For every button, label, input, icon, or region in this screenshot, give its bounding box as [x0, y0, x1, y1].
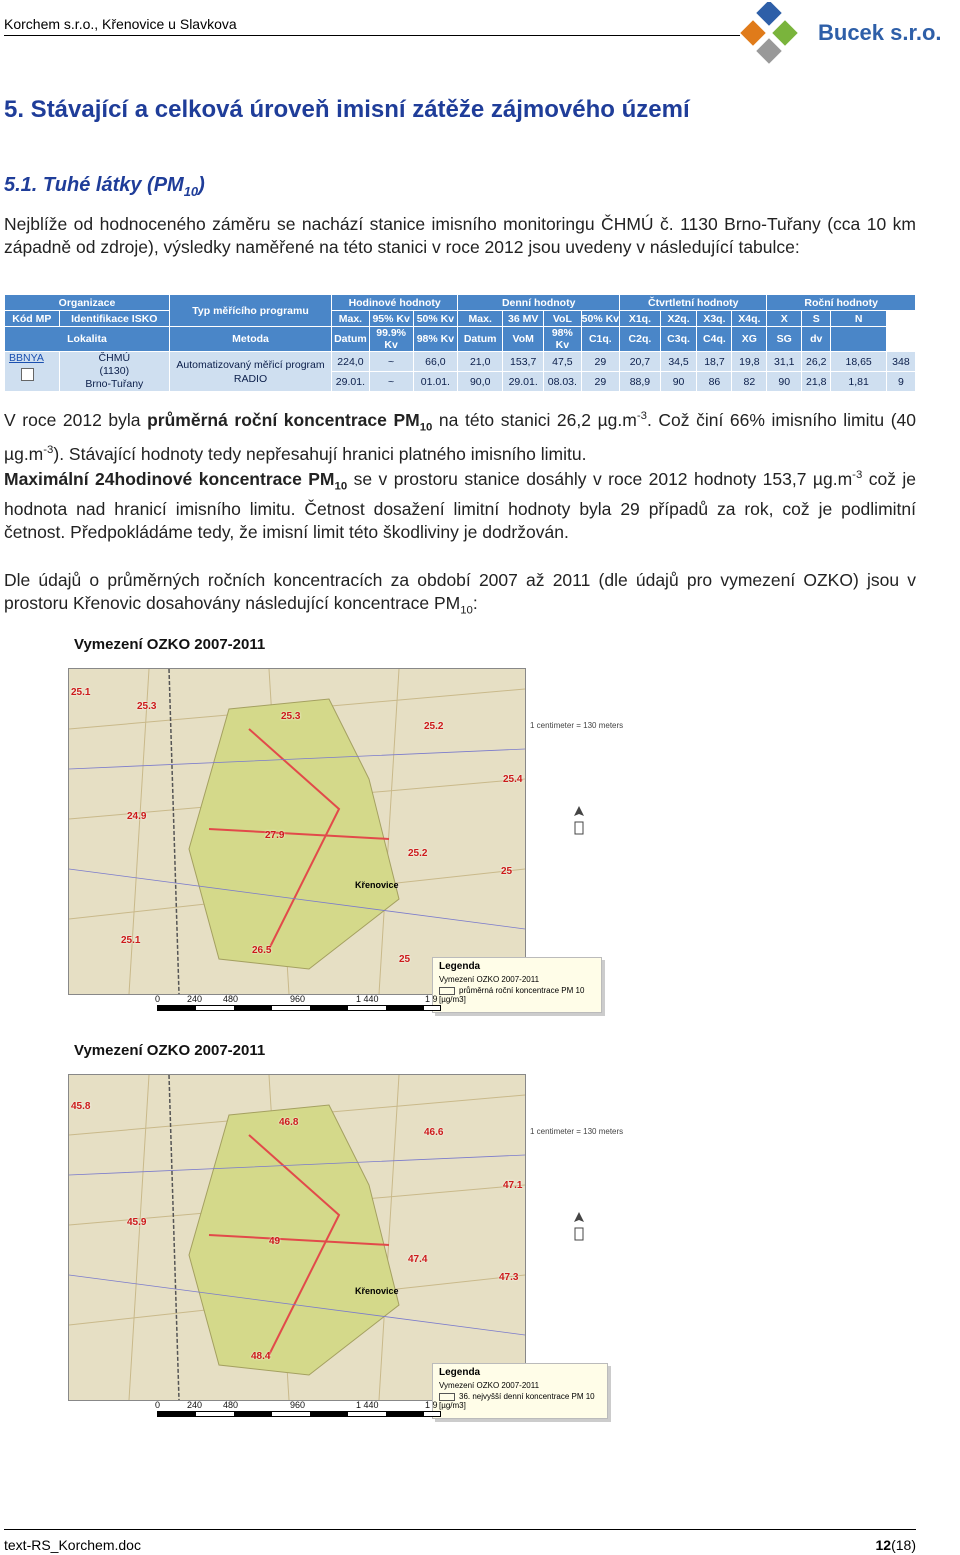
map1-scale-note: 1 centimeter = 130 meters [530, 721, 624, 730]
table-header-row: Organizace Typ měřícího programu Hodinové hodnoty Denní hodnoty Čtvrtletní hodnoty Roční hodnoty [5, 295, 916, 311]
map2-value: 47.4 [408, 1254, 428, 1265]
map1-title: Vymezení OZKO 2007-2011 [74, 636, 266, 653]
company-logo [736, 2, 806, 68]
footer-page-number: 12(18) [875, 1537, 916, 1553]
map2-scale-label: 1 440 [356, 1400, 379, 1410]
map1-value: 25.3 [137, 701, 157, 712]
station-code-link[interactable]: BBNYA [9, 352, 44, 364]
paragraph-ozko: Dle údajů o průměrných ročních koncentracích za období 2007 až 2011 (dle údajů pro vymezení OZKO) jsou v prostoru Křenovic dosahovány následující koncentrace $PM_{10}$: [4, 570, 916, 617]
map2-value: 45.9 [127, 1217, 147, 1228]
map1-value: 25.2 [408, 848, 428, 859]
map2-image [68, 1074, 526, 1401]
map2-scale-label: 0 [155, 1400, 161, 1410]
north-arrow-icon [572, 806, 586, 841]
footer-divider [4, 1529, 916, 1530]
table-header-row: Lokalita Metoda Datum 99.9% Kv 98% Kv Datum VoM 98% Kv C1q. C2q. C3q. C4q. XG SG dv [5, 327, 916, 352]
section-title: 5. Stávající a celková úroveň imisní zátěže zájmového území [4, 96, 690, 123]
subsection-title: 5.1. Tuhé látky $(PM_{10})$ [4, 174, 205, 199]
map2-scale-label: 1 9 [425, 1400, 438, 1410]
footer-filename: text-RS_Korchem.doc [4, 1537, 141, 1553]
map2-value: 46.8 [279, 1117, 299, 1128]
map1-value: 25 [399, 954, 411, 965]
map2-scale-label: 480 [223, 1400, 239, 1410]
map1-scale-label: 240 [187, 994, 203, 1004]
map2-value: 46.6 [424, 1127, 444, 1138]
map2-value: 47.1 [503, 1180, 523, 1191]
map1-value: 25.2 [424, 721, 444, 732]
map2-town-label: Křenovice [355, 1286, 399, 1296]
map1-legend: Legenda Vymezení OZKO 2007-2011 průměrná roční koncentrace PM 10 [µg/m3] [432, 957, 602, 1013]
map1-scale-label: 480 [223, 994, 239, 1004]
map1-legend-item: průměrná roční koncentrace PM 10 [µg/m3] [439, 986, 585, 1004]
legend-swatch-icon [439, 987, 455, 995]
monitoring-table [4, 294, 916, 392]
map2-scale-bar [157, 1411, 441, 1417]
map1-town-label: Křenovice [355, 880, 399, 890]
map1-value: 25.1 [121, 935, 141, 946]
map1-value: 24.9 [127, 811, 147, 822]
map1-value: 26.5 [252, 945, 272, 956]
map1-value: 25.1 [71, 687, 91, 698]
map1-scale-label: 960 [290, 994, 306, 1004]
header-divider [4, 35, 740, 36]
map2-legend: Legenda Vymezení OZKO 2007-2011 36. nejvyšší denní koncentrace PM 10 [µg/m3] [432, 1363, 608, 1419]
map1-value: 25 [501, 866, 513, 877]
paragraph-annual-average: V roce 2012 byla průměrná roční koncentrace $PM_{10}$ na této stanici 26,2 $\mu g.m^{-3}$. Což činí 66% imisního limitu (40 $\mu g.m^{-3}$). Stávající hodnoty tedy nepřesahují hranici platného imisního limitu. [4, 409, 916, 465]
map1-scale-label: 1 440 [356, 994, 379, 1004]
map2-value: 45.8 [71, 1101, 91, 1112]
table-row: 29.01. ~ 01.01. 90,0 29.01. 08.03. 29 88,9 90 86 82 90 21,8 1,81 9 [5, 372, 916, 392]
header-company: Korchem s.r.o., Křenovice u Slavkova [4, 16, 237, 32]
map2-legend-item: 36. nejvyšší denní koncentrace PM 10 [µg/m3] [439, 1392, 595, 1410]
map2-title: Vymezení OZKO 2007-2011 [74, 1042, 266, 1059]
map1-scale-bar [157, 1005, 441, 1011]
map1-value: 25.4 [503, 774, 523, 785]
intro-paragraph: Nejblíže od hodnoceného záměru se nachází stanice imisního monitoringu ČHMÚ č. 1130 Brno-Tuřany (cca 10 km západně od zdroje), výsledky naměřené na této stanici v roce 2012 jsou uvedeny v následující tabulce: [4, 214, 916, 257]
paragraph-24h-max: Maximální 24hodinové koncentrace $PM_{10}$ se v prostoru stanice dosáhly v roce 2012 hodnoty 153,7 $\mu g.m^{-3}$ což je hodnota nad hranicí imisního limitu. Četnost dosažení limitní hodnoty byla 29 případů za rok, což je podlimitní četnost. Předpokládáme tedy, že imisní limit této škodliviny je dodržován. [4, 468, 917, 543]
table-header-row: Kód MP Identifikace ISKO Max. 95% Kv 50% Kv Max. 36 MV VoL 50% Kv X1q. X2q. X3q. X4q. X S N [5, 311, 916, 327]
map2-value: 47.3 [499, 1272, 519, 1283]
station-checkbox[interactable] [21, 368, 34, 381]
legend-swatch-icon [439, 1393, 455, 1401]
map2-value: 49 [269, 1236, 281, 1247]
map2-scale-label: 960 [290, 1400, 306, 1410]
map1-scale-label: 1 9 [425, 994, 438, 1004]
table-row: BBNYA ČHMÚ (1130) Brno-Tuřany Automatizovaný měřicí program RADIO 224,0 ~ 66,0 21,0 153,7 47,5 29 20,7 34,5 18,7 19,8 31,1 26,2 18,65 348 [5, 352, 916, 372]
map2-scale-label: 240 [187, 1400, 203, 1410]
map1-value: 27.9 [265, 830, 285, 841]
north-arrow-icon [572, 1212, 586, 1247]
map2-scale-note: 1 centimeter = 130 meters [530, 1127, 624, 1136]
map1-value: 25.3 [281, 711, 301, 722]
map1-scale-label: 0 [155, 994, 161, 1004]
map2-value: 48.4 [251, 1351, 271, 1362]
logo-text: Bucek s.r.o. [818, 20, 942, 45]
map1-image [68, 668, 526, 995]
